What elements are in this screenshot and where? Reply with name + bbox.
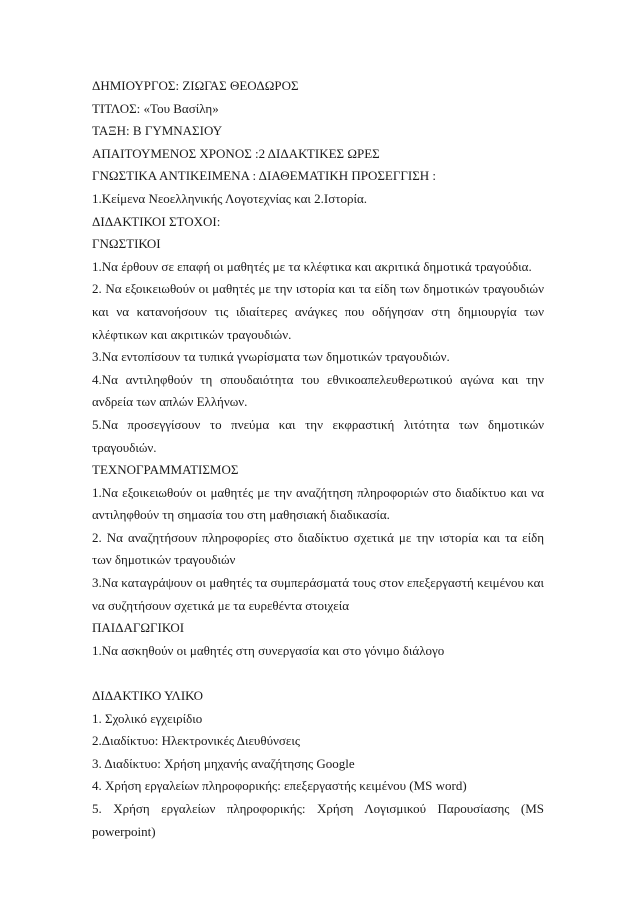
materials-item-1: 1. Σχολικό εγχειρίδιο — [92, 710, 203, 726]
pedagogical-heading: ΠΑΙΔΑΓΩΓΙΚΟΙ — [92, 620, 185, 636]
technology-item-2: 2. Να αναζητήσουν πληροφορίες στο διαδίκτυο σχετικά με την ιστορία και τα είδη των δημοτικών τραγουδιών — [92, 529, 544, 568]
materials-item-4: 4. Χρήση εργαλείων πληροφορικής: επεξεργαστής κειμένου (MS word) — [92, 778, 467, 794]
class-line: ΤΑΞΗ: Β ΓΥΜΝΑΣΙΟΥ — [92, 123, 223, 139]
cognitive-item-5: 5.Να προσεγγίσουν το πνεύμα και την εκφραστική λιτότητα των δημοτικών τραγουδιών. — [92, 416, 544, 455]
document-body — [92, 75, 544, 843]
subjects-detail: 1.Κείμενα Νεοελληνικής Λογοτεχνίας και 2.Ιστορία. — [92, 190, 368, 206]
cognitive-item-4: 4.Να αντιληφθούν τη σπουδαιότητα του εθνικοαπελευθερωτικού αγώνα και την ανδρεία των απλών Ελλήνων. — [92, 371, 544, 410]
subjects-line: ΓΝΩΣΤΙΚΑ ΑΝΤΙΚΕΙΜΕΝΑ : ΔΙΑΘΕΜΑΤΙΚΗ ΠΡΟΣΕΓΓΙΣΗ : — [92, 168, 437, 184]
cognitive-item-1: 1.Να έρθουν σε επαφή οι μαθητές με τα κλέφτικα και ακριτικά δημοτικά τραγούδια. — [92, 258, 532, 274]
cognitive-heading: ΓΝΩΣΤΙΚΟΙ — [92, 236, 161, 252]
section-spacer — [92, 662, 544, 685]
materials-item-5: 5. Χρήση εργαλείων πληροφορικής: Χρήση Λογισμικού Παρουσίασης (MS powerpoint) — [92, 801, 544, 839]
materials-item-2: 2.Διαδίκτυο: Ηλεκτρονικές Διευθύνσεις — [92, 733, 300, 749]
technology-heading: ΤΕΧΝΟΓΡΑΜΜΑΤΙΣΜΟΣ — [92, 462, 239, 478]
materials-heading: ΔΙΔΑΚΤΙΚΟ ΥΛΙΚΟ — [92, 688, 204, 704]
objectives-heading: ΔΙΔΑΚΤΙΚΟΙ ΣΤΟΧΟΙ: — [92, 213, 221, 229]
time-line: ΑΠΑΙΤΟΥΜΕΝΟΣ ΧΡΟΝΟΣ :2 ΔΙΔΑΚΤΙΚΕΣ ΩΡΕΣ — [92, 145, 380, 161]
technology-item-1: 1.Να εξοικειωθούν οι μαθητές με την αναζήτηση πληροφοριών στο διαδίκτυο και να αντιληφθούν τη σημασία του στη μαθησιακή διαδικασία. — [92, 484, 544, 523]
author-line: ΔΗΜΙΟΥΡΓΟΣ: ΖΙΩΓΑΣ ΘΕΟΔΩΡΟΣ — [92, 78, 299, 93]
title-line: ΤΙΤΛΟΣ: «Του Βασίλη» — [92, 100, 219, 116]
materials-item-3: 3. Διαδίκτυο: Χρήση μηχανής αναζήτησης Google — [92, 755, 355, 771]
technology-item-3: 3.Να καταγράψουν οι μαθητές τα συμπεράσματά τους στον επεξεργαστή κειμένου και να συζητήσουν σχετικά με τα ευρεθέντα στοιχεία — [92, 575, 544, 613]
pedagogical-item-1: 1.Να ασκηθούν οι μαθητές στη συνεργασία και στο γόνιμο διάλογο — [92, 642, 445, 658]
cognitive-item-2: 2. Να εξοικειωθούν οι μαθητές με την ιστορία και τα είδη των δημοτικών τραγουδιών και να κατανοήσουν τις ιδιαίτερες ανάγκες που οδήγησαν στη δημιουργία των κλέφτικων και ακριτικών τραγουδιών. — [92, 281, 544, 342]
cognitive-item-3: 3.Να εντοπίσουν τα τυπικά γνωρίσματα των δημοτικών τραγουδιών. — [92, 349, 450, 365]
